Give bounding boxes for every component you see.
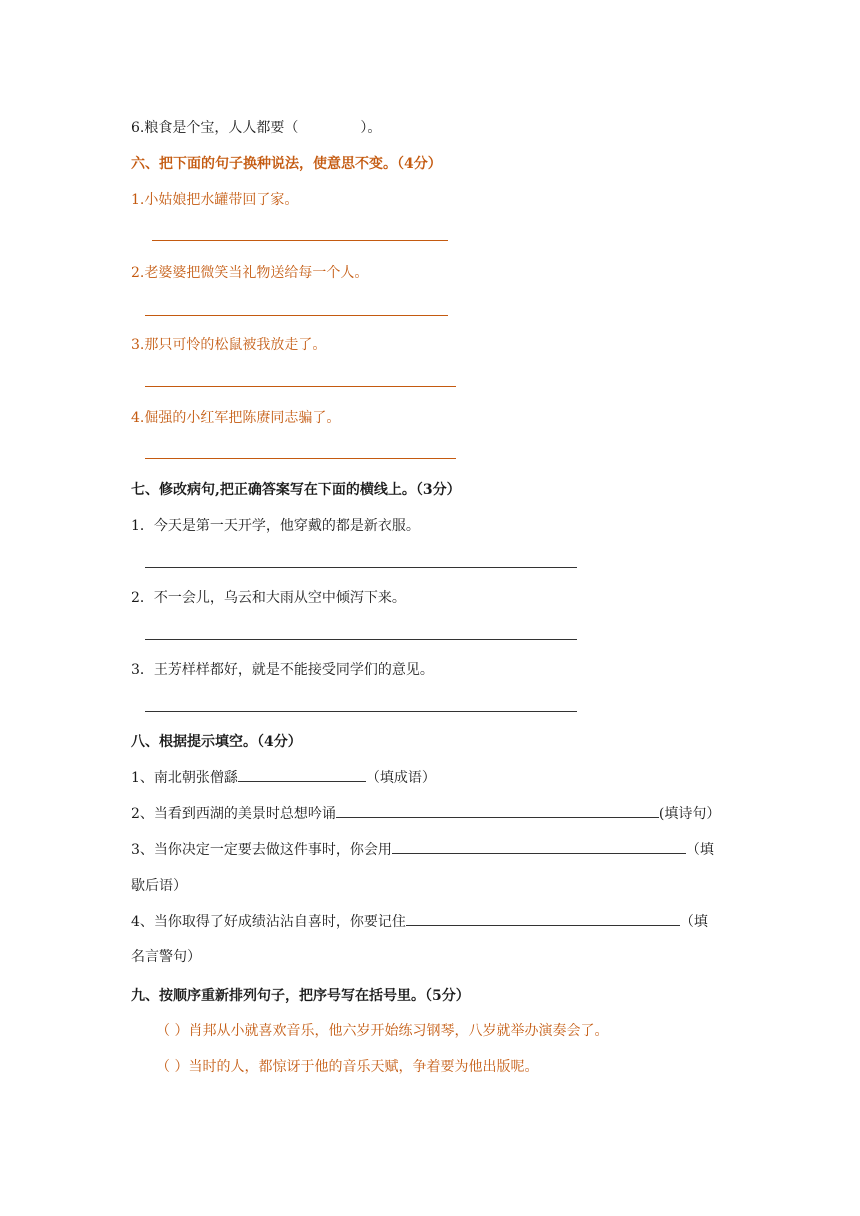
answer-line-6-4[interactable]: [145, 458, 456, 459]
answer-line-6-1[interactable]: [152, 240, 448, 241]
section-6-title: 六、把下面的句子换种说法，使意思不变。（4分）: [131, 156, 442, 172]
question-6: [131, 118, 381, 138]
item-2-prefix: 2、当看到西湖的美景时总想吟诵: [131, 806, 336, 822]
order-bracket[interactable]: （ ）: [156, 1059, 189, 1075]
item-2-suffix: (填诗句）: [658, 806, 721, 822]
section-7-item-1: 1．今天是第一天开学，他穿戴的都是新衣服。: [131, 518, 420, 534]
sentence-text: 当时的人，都惊讶于他的音乐天赋，争着要为他出版呢。: [188, 1059, 539, 1075]
item-1-suffix: （填成语）: [365, 770, 436, 786]
fill-blank-1[interactable]: [238, 767, 366, 782]
section-8-item-1: [131, 767, 436, 788]
item-3-suffix: （填: [685, 842, 714, 858]
section-7-item-3: 3．王芳样样都好，就是不能接受同学们的意见。: [131, 662, 434, 678]
sentence-text: 肖邦从小就喜欢音乐，他六岁开始练习钢琴，八岁就举办演奏会了。: [188, 1023, 609, 1039]
item-1-prefix: 1、南北朝张僧繇: [131, 770, 238, 786]
section-8-item-4: [131, 911, 708, 932]
fill-blank-2[interactable]: [336, 803, 659, 818]
item-4-prefix: 4、当你取得了好成绩沾沾自喜时，你要记住: [131, 914, 406, 930]
section-6-item-2: 2.老婆婆把微笑当礼物送给每一个人。: [131, 265, 369, 281]
question-6-text: 6.粮食是个宝，人人都要（: [131, 120, 299, 136]
section-8-item-2: [131, 803, 720, 824]
section-8-item-3: [131, 839, 714, 860]
section-8-title: 八、根据提示填空。（4分）: [131, 734, 302, 750]
answer-line-7-3[interactable]: [145, 711, 577, 712]
answer-line-7-2[interactable]: [145, 639, 577, 640]
section-7-title: 七、修改病句,把正确答案写在下面的横线上。（3分）: [131, 482, 461, 498]
item-3-prefix: 3、当你决定一定要去做这件事时，你会用: [131, 842, 392, 858]
item-4-suffix: （填: [679, 914, 708, 930]
question-6-end: ）。: [360, 120, 382, 136]
section-8-item-4-cont: 名言警句）: [131, 949, 201, 965]
section-9-title: 九、按顺序重新排列句子，把序号写在括号里。（5分）: [131, 988, 470, 1004]
sentence-item: [156, 1021, 608, 1041]
order-bracket[interactable]: （ ）: [156, 1023, 189, 1039]
section-6-item-4: 4.倔强的小红军把陈赓同志骗了。: [131, 410, 341, 426]
section-8-item-3-cont: 歇后语）: [131, 878, 187, 894]
fill-blank-4[interactable]: [406, 911, 680, 926]
answer-line-6-3[interactable]: [145, 386, 456, 387]
answer-line-7-1[interactable]: [145, 567, 577, 568]
section-6-item-3: 3.那只可怜的松鼠被我放走了。: [131, 337, 327, 353]
sentence-item: [156, 1057, 538, 1077]
answer-line-6-2[interactable]: [145, 315, 448, 316]
fill-blank-3[interactable]: [392, 839, 686, 854]
section-6-item-1: 1.小姑娘把水罐带回了家。: [131, 192, 299, 208]
section-7-item-2: 2．不一会儿，乌云和大雨从空中倾泻下来。: [131, 590, 406, 606]
